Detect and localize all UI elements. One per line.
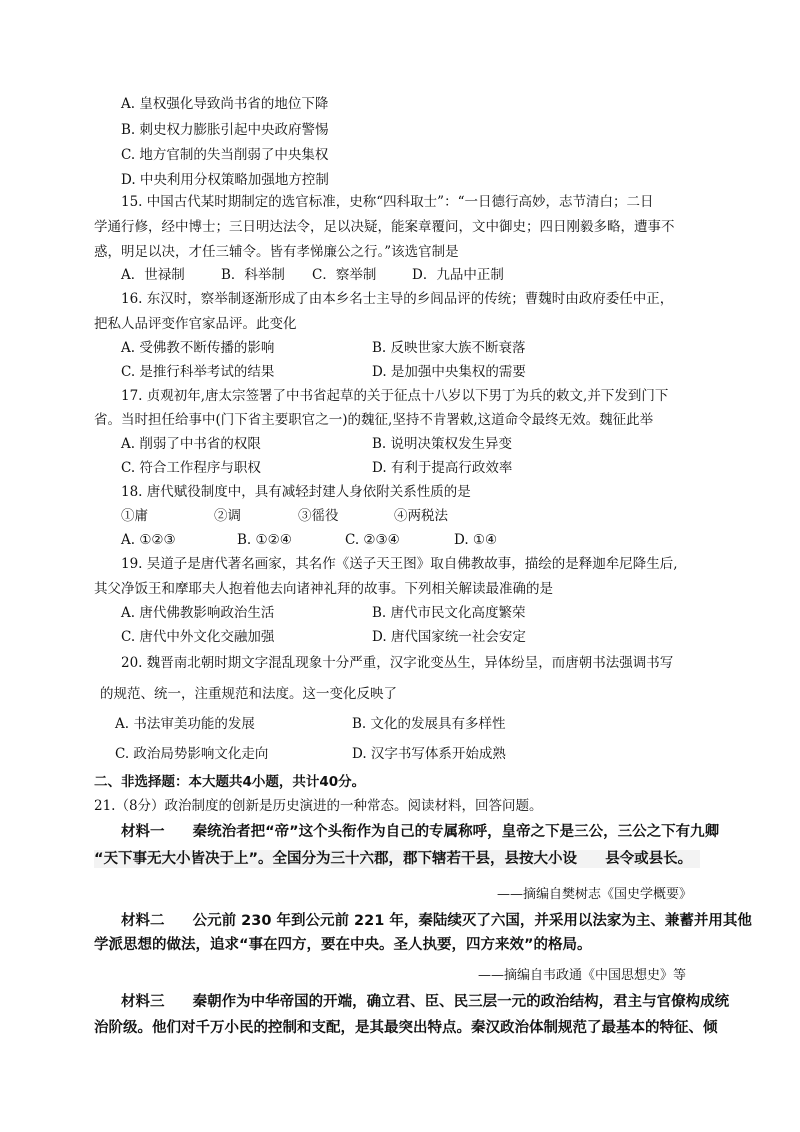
q15-stem-line3: 惑，明足以决，才任三辅令。皆有孝悌廉公之行。”该选官制是: [94, 244, 459, 260]
material-2-label: 材料二: [121, 913, 165, 929]
q18-item-2: ②调: [214, 508, 241, 524]
q16-option-b: B. 反映世家大族不断衰落: [372, 340, 526, 356]
q17-option-d: D. 有利于提高行政效率: [372, 460, 513, 476]
material-3-text-line2: 治阶级。他们对千万小民的控制和支配，是其最突出特点。秦汉政治体制规范了最基本的特征、倾: [94, 1020, 718, 1036]
material-2-text-line2: 学派思想的做法，追求“事在四方，要在中央。圣人执要，四方来效”的格局。: [94, 937, 592, 953]
q20-option-a: A. 书法审美功能的发展: [115, 716, 255, 732]
q15-option-a: A．世禄制: [121, 267, 185, 283]
q15-option-c: C．察举制: [312, 267, 377, 283]
q20-option-c: C. 政治局势影响文化走向: [115, 746, 269, 762]
q16-option-d: D. 是加强中央集权的需要: [372, 364, 526, 380]
q19-option-c: C. 唐代中外文化交融加强: [121, 629, 275, 645]
q18-stem: 18. 唐代赋役制度中，具有减轻封建人身依附关系性质的是: [121, 484, 471, 500]
material-1-source: ——摘编自樊树志《国史学概要》: [497, 887, 693, 902]
q17-stem-line1: 17. 贞观初年,唐太宗签署了中书省起草的关于征点十八岁以下男丁为兵的敕文,并下发到门下: [121, 388, 669, 404]
q16-option-a: A. 受佛教不断传播的影响: [121, 340, 275, 356]
material-1-text-line2a: “天下事无大小皆决于上”。全国分为三十六郡，郡下辖若干县，县按大小设: [94, 851, 578, 867]
q14-option-b: B. 刺史权力膨胀引起中央政府警惕: [121, 122, 329, 138]
q14-option-d: D. 中央利用分权策略加强地方控制: [121, 172, 329, 188]
material-1-text-line1: 秦统治者把“帝”这个头衔作为自己的专属称呼，皇帝之下是三公，三公之下有九卿: [192, 824, 720, 840]
material-2-source: ——摘编自韦政通《中国思想史》等: [478, 968, 687, 983]
material-1-text-line2b: 县令或县长。: [605, 851, 693, 867]
q15-option-d: D．九品中正制: [412, 267, 504, 283]
section-heading: 二、非选择题：本大题共4小题，共计40分。: [94, 774, 366, 790]
q20-option-d: D. 汉字书写体系开始成熟: [352, 746, 506, 762]
q17-option-c: C. 符合工作程序与职权: [121, 460, 261, 476]
q18-item-3: ③徭役: [298, 508, 339, 524]
q18-item-4: ④两税法: [394, 508, 448, 524]
q17-option-a: A. 削弱了中书省的权限: [121, 436, 261, 452]
q18-option-d: D. ①④: [454, 532, 498, 548]
material-2-line1: [121, 912, 752, 930]
q18-option-a: A. ①②③: [121, 532, 176, 548]
q16-option-c: C. 是推行科举考试的结果: [121, 364, 275, 380]
q20-option-b: B. 文化的发展具有多样性: [352, 716, 506, 732]
q19-option-b: B. 唐代市民文化高度繁荣: [372, 605, 526, 621]
q19-option-a: A. 唐代佛教影响政治生活: [121, 605, 275, 621]
q17-stem-line2: 省。当时担任给事中(门下省主要职官之一)的魏征,坚持不肯署敕,这道命令最终无效。魏征此举: [94, 412, 654, 428]
material-3-text-line1: 秦朝作为中华帝国的开端，确立君、臣、民三层一元的政治结构，君主与官僚构成统: [192, 994, 730, 1010]
material-3-label: 材料三: [121, 994, 165, 1010]
q20-stem-line2: 的规范、统一，注重规范和法度。这一变化反映了: [100, 686, 397, 702]
material-3-line1: [121, 993, 729, 1011]
q19-option-d: D. 唐代国家统一社会安定: [372, 629, 526, 645]
q19-stem-line1: 19. 吴道子是唐代著名画家，其名作《送子天王图》取自佛教故事，描绘的是释迦牟尼降生后,: [121, 556, 678, 572]
q21-stem: 21.（8分）政治制度的创新是历史演进的一种常态。阅读材料，回答问题。: [94, 798, 543, 814]
q15-stem-line1: 15. 中国古代某时期制定的选官标准，史称“四科取士”：“一日德行高妙，志节清白；二日: [121, 194, 654, 210]
q15-stem-line2: 学通行修，经中博士；三日明达法令，足以决疑，能案章覆问，文中御史；四日刚毅多略，遭事不: [94, 219, 675, 235]
q18-option-c: C. ②③④: [345, 532, 400, 548]
material-1-line1: [121, 823, 719, 841]
q19-stem-line2: 其父净饭王和摩耶夫人抱着他去向诸神礼拜的故事。下列相关解读最准确的是: [94, 581, 553, 597]
q14-option-a: A. 皇权强化导致尚书省的地位下降: [121, 96, 329, 112]
q16-stem-line1: 16. 东汉时，察举制逐渐形成了由本乡名士主导的乡闾品评的传统；曹魏时由政府委任中正，: [121, 291, 674, 307]
material-2-text-line1: 公元前 230 年到公元前 221 年，秦陆续灭了六国，并采用以法家为主、兼蓄并用其他: [192, 913, 752, 929]
q17-option-b: B. 说明决策权发生异变: [372, 436, 513, 452]
q14-option-c: C. 地方官制的失当削弱了中央集权: [121, 147, 329, 163]
q20-stem-line1: 20. 魏晋南北朝时期文字混乱现象十分严重，汉字讹变丛生，异体纷呈，而唐朝书法强调书写: [121, 655, 674, 671]
q18-option-b: B. ①②④: [237, 532, 292, 548]
material-1-line2: [94, 850, 700, 868]
q16-stem-line2: 把私人品评变作官家品评。此变化: [94, 316, 297, 332]
q15-option-b: B．科举制: [221, 267, 285, 283]
q18-item-1: ①庸: [121, 508, 148, 524]
material-1-label: 材料一: [121, 824, 165, 840]
